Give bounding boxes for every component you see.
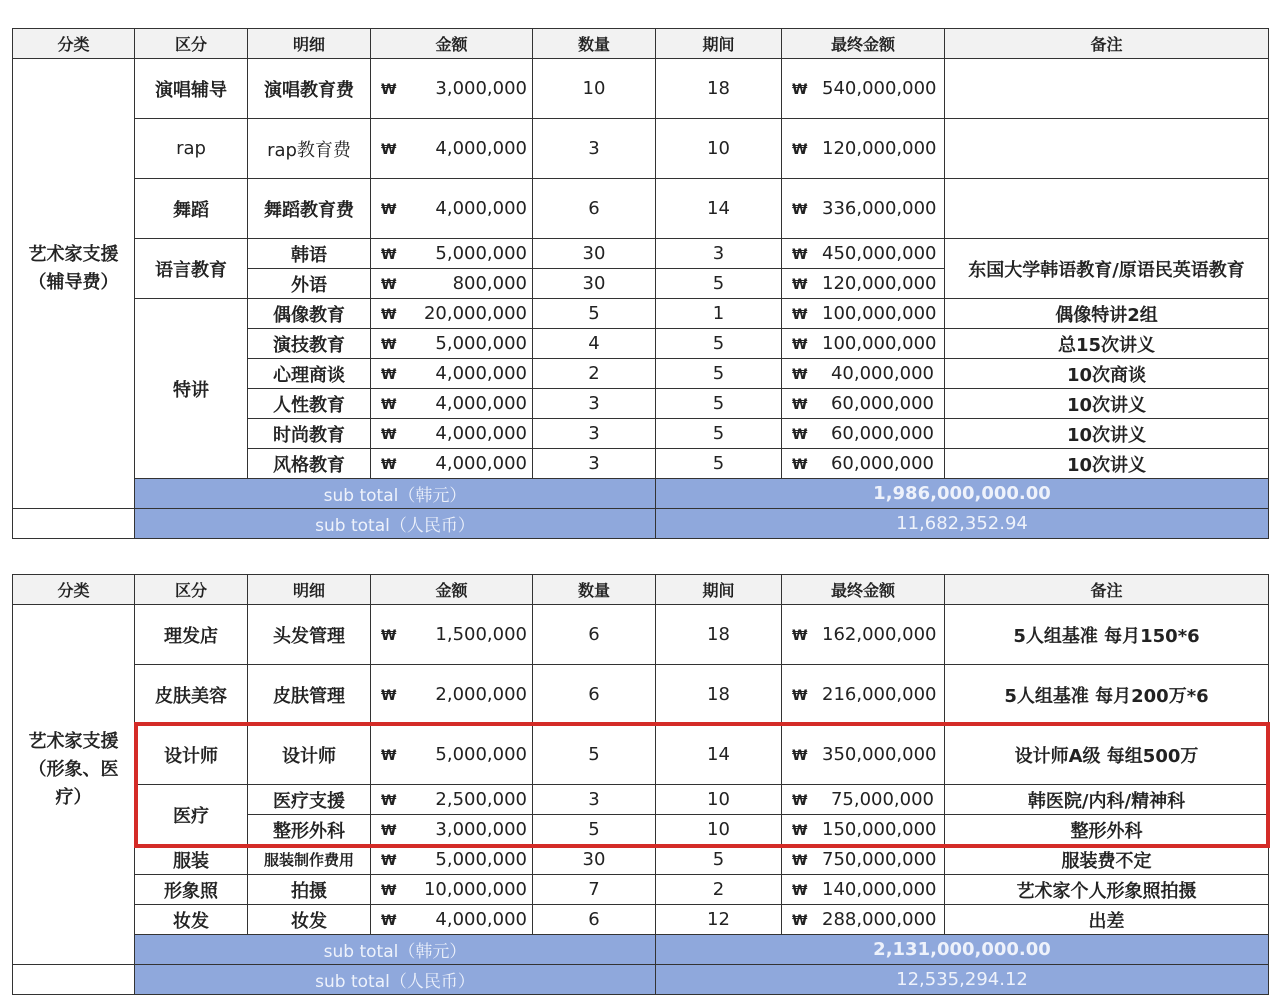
final-amount-value: 140,000,000: [822, 879, 937, 900]
qty-cell: 30: [533, 269, 656, 299]
final-amount-value: 100,000,000: [822, 303, 937, 324]
final-amount-value: 150,000,000: [822, 819, 937, 840]
qty-cell: 3: [533, 119, 656, 179]
note-cell: 5人组基准 每月200万*6: [945, 665, 1269, 725]
amount-value: 2,000,000: [435, 684, 527, 705]
final-amount-value: 120,000,000: [822, 273, 937, 294]
period-cell: 14: [656, 179, 782, 239]
section-cell: rap: [135, 119, 248, 179]
section-cell: 医疗: [135, 785, 248, 845]
subtotal-krw-row: [13, 935, 1269, 965]
won-symbol: ₩: [792, 793, 808, 809]
period-cell: 3: [656, 239, 782, 269]
amount-value: 4,000,000: [435, 393, 527, 414]
note-cell: [945, 179, 1269, 239]
final-amount-cell: [782, 59, 945, 119]
item-cell: 拍摄: [248, 875, 371, 905]
period-cell: 5: [656, 359, 782, 389]
header-amount: 金额: [371, 575, 533, 605]
amount-cell: [371, 239, 533, 269]
table-row: [13, 875, 1269, 905]
amount-value: 4,000,000: [435, 453, 527, 474]
won-symbol: ₩: [792, 628, 808, 644]
header-item: 明细: [248, 29, 371, 59]
qty-cell: 6: [533, 605, 656, 665]
item-cell: 偶像教育: [248, 299, 371, 329]
amount-cell: [371, 665, 533, 725]
qty-cell: 3: [533, 449, 656, 479]
item-cell: 演唱教育费: [248, 59, 371, 119]
amount-cell: [371, 605, 533, 665]
final-amount-cell: [782, 875, 945, 905]
qty-cell: 30: [533, 239, 656, 269]
final-amount-value: 350,000,000: [822, 744, 937, 765]
qty-cell: 6: [533, 179, 656, 239]
won-symbol: ₩: [792, 883, 808, 899]
won-symbol: ₩: [381, 82, 397, 98]
amount-cell: [371, 389, 533, 419]
item-cell: 医疗支援: [248, 785, 371, 815]
note-cell: 整形外科: [945, 815, 1269, 845]
table-header-row: [13, 575, 1269, 605]
period-cell: 2: [656, 875, 782, 905]
amount-value: 2,500,000: [435, 789, 527, 810]
won-symbol: ₩: [381, 853, 397, 869]
coaching-cost-table: [12, 28, 1269, 539]
qty-cell: 4: [533, 329, 656, 359]
final-amount-value: 120,000,000: [822, 138, 937, 159]
won-symbol: ₩: [381, 202, 397, 218]
won-symbol: ₩: [381, 397, 397, 413]
won-symbol: ₩: [381, 793, 397, 809]
header-final-amount: 最终金额: [782, 29, 945, 59]
won-symbol: ₩: [792, 247, 808, 263]
qty-cell: 6: [533, 665, 656, 725]
header-period: 期间: [656, 575, 782, 605]
table-row: [13, 59, 1269, 119]
header-quantity: 数量: [533, 575, 656, 605]
amount-cell: [371, 269, 533, 299]
item-cell: 人性教育: [248, 389, 371, 419]
table-row: [13, 605, 1269, 665]
note-cell: 总15次讲义: [945, 329, 1269, 359]
subtotal-krw-value: 2,131,000,000.00: [656, 935, 1269, 965]
final-amount-cell: [782, 359, 945, 389]
won-symbol: ₩: [381, 823, 397, 839]
final-amount-value: 60,000,000: [830, 423, 934, 444]
won-symbol: ₩: [381, 367, 397, 383]
period-cell: 10: [656, 815, 782, 845]
note-cell: 韩医院/内科/精神科: [945, 785, 1269, 815]
period-cell: 5: [656, 269, 782, 299]
qty-cell: 3: [533, 389, 656, 419]
note-cell: 东国大学韩语教育/原语民英语教育: [945, 239, 1269, 299]
item-cell: 整形外科: [248, 815, 371, 845]
note-cell: 偶像特讲2组: [945, 299, 1269, 329]
subtotal-rmb-label: sub total（人民币）: [135, 509, 656, 539]
item-cell: 心理商谈: [248, 359, 371, 389]
qty-cell: 5: [533, 725, 656, 785]
final-amount-cell: [782, 299, 945, 329]
item-cell: 演技教育: [248, 329, 371, 359]
won-symbol: ₩: [381, 307, 397, 323]
final-amount-cell: [782, 179, 945, 239]
header-period: 期间: [656, 29, 782, 59]
amount-value: 5,000,000: [435, 333, 527, 354]
subtotal-rmb-value: 11,682,352.94: [656, 509, 1269, 539]
category-spacer: [13, 935, 135, 965]
won-symbol: ₩: [381, 427, 397, 443]
final-amount-value: 100,000,000: [822, 333, 937, 354]
amount-cell: [371, 359, 533, 389]
section-cell: 舞蹈: [135, 179, 248, 239]
won-symbol: ₩: [792, 82, 808, 98]
section-cell: 服装: [135, 845, 248, 875]
header-item: 明细: [248, 575, 371, 605]
qty-cell: 5: [533, 815, 656, 845]
amount-value: 10,000,000: [423, 879, 527, 900]
final-amount-value: 162,000,000: [822, 624, 937, 645]
final-amount-value: 60,000,000: [830, 393, 934, 414]
won-symbol: ₩: [792, 397, 808, 413]
amount-value: 20,000,000: [423, 303, 527, 324]
table-row: [13, 665, 1269, 725]
amount-value: 800,000: [452, 273, 527, 294]
period-cell: 1: [656, 299, 782, 329]
header-final-amount: 最终金额: [782, 575, 945, 605]
subtotal-rmb-row: [13, 965, 1269, 995]
amount-cell: [371, 119, 533, 179]
final-amount-cell: [782, 329, 945, 359]
won-symbol: ₩: [792, 913, 808, 929]
amount-cell: [371, 419, 533, 449]
period-cell: 10: [656, 119, 782, 179]
note-cell: 5人组基准 每月150*6: [945, 605, 1269, 665]
final-amount-value: 336,000,000: [822, 198, 937, 219]
period-cell: 18: [656, 605, 782, 665]
won-symbol: ₩: [381, 913, 397, 929]
amount-value: 1,500,000: [435, 624, 527, 645]
qty-cell: 3: [533, 785, 656, 815]
header-category: 分类: [13, 575, 135, 605]
amount-cell: [371, 329, 533, 359]
period-cell: 12: [656, 905, 782, 935]
amount-value: 5,000,000: [435, 849, 527, 870]
amount-value: 4,000,000: [435, 423, 527, 444]
final-amount-cell: [782, 845, 945, 875]
category-cell: 艺术家支援（辅导费）: [13, 59, 135, 479]
final-amount-cell: [782, 449, 945, 479]
amount-value: 4,000,000: [435, 198, 527, 219]
header-note: 备注: [945, 575, 1269, 605]
table-row: [13, 845, 1269, 875]
amount-value: 3,000,000: [435, 78, 527, 99]
header-section: 区分: [135, 575, 248, 605]
won-symbol: ₩: [792, 367, 808, 383]
note-cell: 设计师A级 每组500万: [945, 725, 1269, 785]
final-amount-value: 540,000,000: [822, 78, 937, 99]
won-symbol: ₩: [381, 247, 397, 263]
final-amount-value: 40,000,000: [830, 363, 934, 384]
section-cell: 形象照: [135, 875, 248, 905]
highlight-box: [134, 722, 1270, 848]
section-cell: 特讲: [135, 299, 248, 479]
subtotal-krw-label: sub total（韩元）: [135, 479, 656, 509]
final-amount-value: 75,000,000: [830, 789, 934, 810]
note-cell: 10次讲义: [945, 449, 1269, 479]
won-symbol: ₩: [792, 427, 808, 443]
final-amount-value: 450,000,000: [822, 243, 937, 264]
period-cell: 5: [656, 389, 782, 419]
header-note: 备注: [945, 29, 1269, 59]
final-amount-cell: [782, 389, 945, 419]
won-symbol: ₩: [381, 883, 397, 899]
item-cell: 时尚教育: [248, 419, 371, 449]
qty-cell: 3: [533, 419, 656, 449]
amount-value: 4,000,000: [435, 138, 527, 159]
period-cell: 5: [656, 419, 782, 449]
won-symbol: ₩: [792, 853, 808, 869]
final-amount-value: 216,000,000: [822, 684, 937, 705]
category-spacer: [13, 509, 135, 539]
period-cell: 18: [656, 59, 782, 119]
section-cell: 妆发: [135, 905, 248, 935]
note-cell: 10次商谈: [945, 359, 1269, 389]
won-symbol: ₩: [381, 337, 397, 353]
qty-cell: 2: [533, 359, 656, 389]
subtotal-krw-value: 1,986,000,000.00: [656, 479, 1269, 509]
final-amount-cell: [782, 269, 945, 299]
won-symbol: ₩: [381, 277, 397, 293]
qty-cell: 7: [533, 875, 656, 905]
amount-cell: [371, 449, 533, 479]
won-symbol: ₩: [792, 142, 808, 158]
subtotal-rmb-row: [13, 509, 1269, 539]
header-amount: 金额: [371, 29, 533, 59]
item-cell: 妆发: [248, 905, 371, 935]
won-symbol: ₩: [792, 748, 808, 764]
qty-cell: 30: [533, 845, 656, 875]
table-row: [13, 239, 1269, 269]
final-amount-cell: [782, 605, 945, 665]
subtotal-krw-label: sub total（韩元）: [135, 935, 656, 965]
item-cell: 皮肤管理: [248, 665, 371, 725]
header-category: 分类: [13, 29, 135, 59]
final-amount-value: 750,000,000: [822, 849, 937, 870]
won-symbol: ₩: [381, 628, 397, 644]
item-cell: 舞蹈教育费: [248, 179, 371, 239]
won-symbol: ₩: [381, 688, 397, 704]
table-row: [13, 299, 1269, 329]
note-cell: 10次讲义: [945, 419, 1269, 449]
note-cell: 出差: [945, 905, 1269, 935]
amount-cell: [371, 905, 533, 935]
note-cell: 10次讲义: [945, 389, 1269, 419]
amount-value: 3,000,000: [435, 819, 527, 840]
table-row: [13, 179, 1269, 239]
won-symbol: ₩: [792, 337, 808, 353]
table-row: [13, 905, 1269, 935]
note-cell: [945, 119, 1269, 179]
period-cell: 5: [656, 329, 782, 359]
final-amount-cell: [782, 419, 945, 449]
final-amount-cell: [782, 905, 945, 935]
subtotal-krw-row: [13, 479, 1269, 509]
amount-cell: [371, 59, 533, 119]
amount-cell: [371, 845, 533, 875]
period-cell: 10: [656, 785, 782, 815]
won-symbol: ₩: [792, 202, 808, 218]
won-symbol: ₩: [792, 457, 808, 473]
category-spacer: [13, 479, 135, 509]
qty-cell: 5: [533, 299, 656, 329]
amount-value: 4,000,000: [435, 363, 527, 384]
item-cell: 韩语: [248, 239, 371, 269]
header-section: 区分: [135, 29, 248, 59]
item-cell: 风格教育: [248, 449, 371, 479]
table-header-row: [13, 29, 1269, 59]
amount-value: 5,000,000: [435, 744, 527, 765]
amount-cell: [371, 179, 533, 239]
section-cell: 语言教育: [135, 239, 248, 299]
section-cell: 皮肤美容: [135, 665, 248, 725]
final-amount-value: 60,000,000: [830, 453, 934, 474]
final-amount-cell: [782, 119, 945, 179]
won-symbol: ₩: [381, 457, 397, 473]
subtotal-rmb-value: 12,535,294.12: [656, 965, 1269, 995]
header-quantity: 数量: [533, 29, 656, 59]
item-cell: rap教育费: [248, 119, 371, 179]
section-cell: 演唱辅导: [135, 59, 248, 119]
final-amount-cell: [782, 239, 945, 269]
amount-cell: [371, 299, 533, 329]
final-amount-cell: [782, 665, 945, 725]
amount-value: 4,000,000: [435, 909, 527, 930]
category-cell: 艺术家支援（形象、医疗）: [13, 605, 135, 935]
section-cell: 理发店: [135, 605, 248, 665]
won-symbol: ₩: [792, 688, 808, 704]
category-spacer: [13, 965, 135, 995]
item-cell: 外语: [248, 269, 371, 299]
won-symbol: ₩: [792, 823, 808, 839]
qty-cell: 10: [533, 59, 656, 119]
won-symbol: ₩: [381, 142, 397, 158]
item-cell: 头发管理: [248, 605, 371, 665]
won-symbol: ₩: [792, 307, 808, 323]
amount-cell: [371, 875, 533, 905]
item-cell: 设计师: [248, 725, 371, 785]
amount-value: 5,000,000: [435, 243, 527, 264]
table-row: [13, 119, 1269, 179]
final-amount-value: 288,000,000: [822, 909, 937, 930]
period-cell: 5: [656, 449, 782, 479]
period-cell: 18: [656, 665, 782, 725]
note-cell: [945, 59, 1269, 119]
section-cell: 设计师: [135, 725, 248, 785]
note-cell: 艺术家个人形象照拍摄: [945, 875, 1269, 905]
note-cell: 服装费不定: [945, 845, 1269, 875]
period-cell: 14: [656, 725, 782, 785]
won-symbol: ₩: [381, 748, 397, 764]
qty-cell: 6: [533, 905, 656, 935]
period-cell: 5: [656, 845, 782, 875]
won-symbol: ₩: [792, 277, 808, 293]
item-cell: 服装制作费用: [248, 845, 371, 875]
subtotal-rmb-label: sub total（人民币）: [135, 965, 656, 995]
